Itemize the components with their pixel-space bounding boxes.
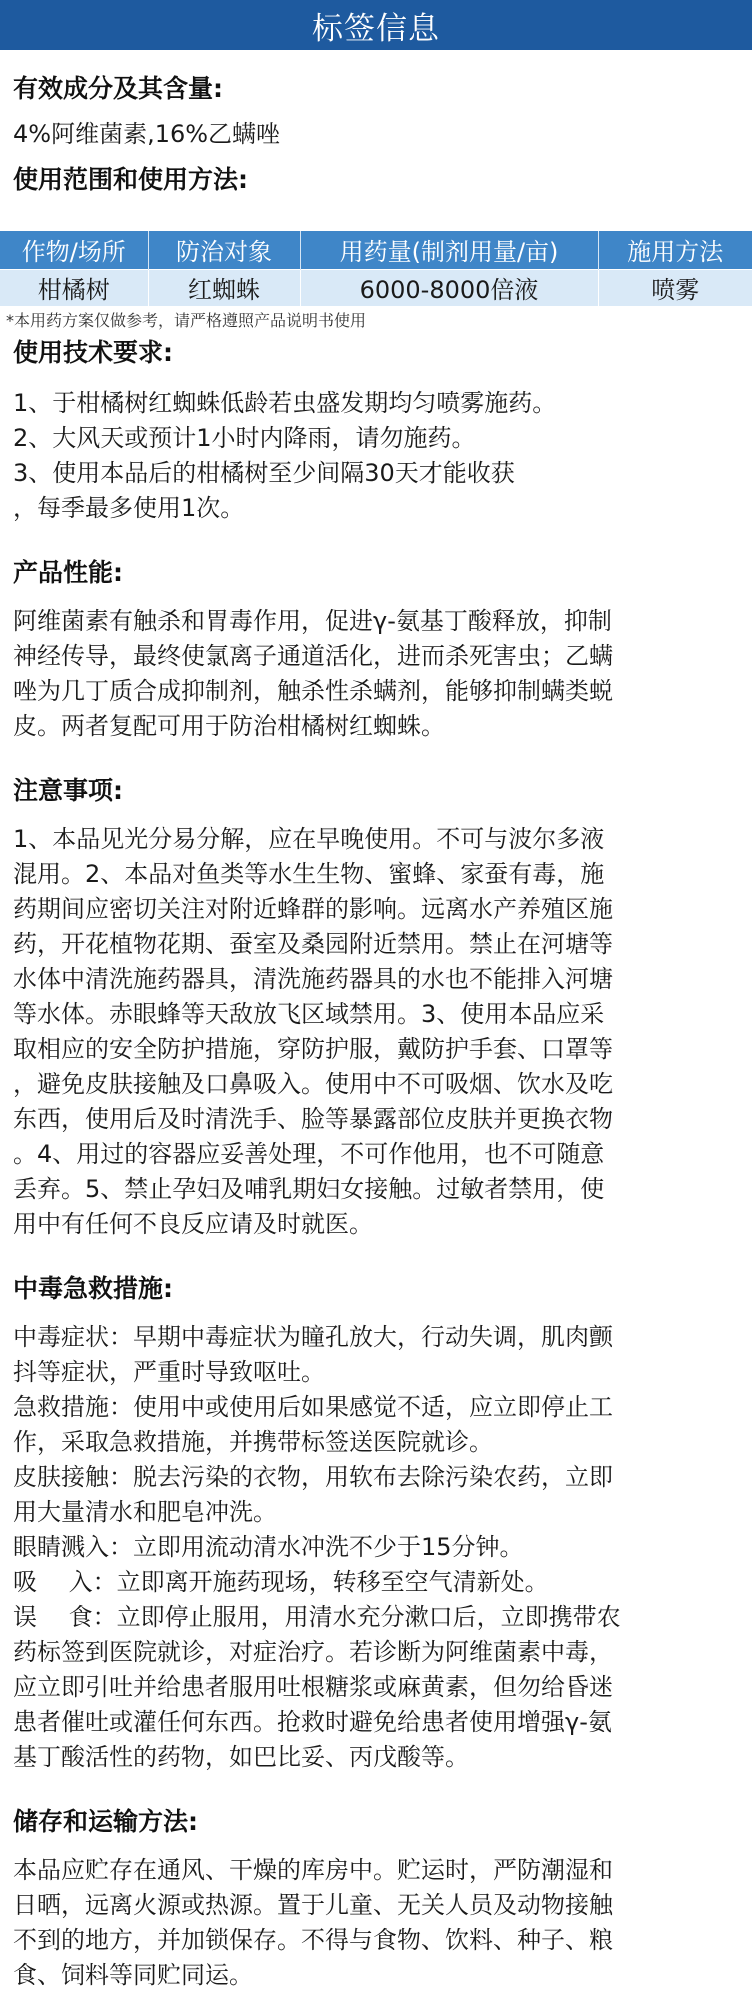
performance-line: 阿维菌素有触杀和胃毒作用，促进γ-氨基丁酸释放，抑制 xyxy=(13,607,612,635)
firstaid-line: 药标签到医院就诊，对症治疗。若诊断为阿维菌素中毒， xyxy=(13,1638,613,1666)
table-cell: 柑橘树 xyxy=(0,269,148,306)
cautions-line: ，避免皮肤接触及口鼻吸入。使用中不可吸烟、饮水及吃 xyxy=(13,1070,613,1098)
firstaid-line: 吸 入：立即离开施药现场，转移至空气清新处。 xyxy=(13,1568,549,1596)
ingredients-heading: 有效成分及其含量: xyxy=(13,74,223,103)
cautions-line: 丢弃。5、禁止孕妇及哺乳期妇女接触。过敏者禁用，使 xyxy=(13,1175,605,1203)
storage-line: 日晒，远离火源或热源。置于儿童、无关人员及动物接触 xyxy=(13,1891,613,1919)
table-cell: 6000-8000倍液 xyxy=(300,269,598,306)
firstaid-line: 误 食：立即停止服用，用清水充分漱口后，立即携带农 xyxy=(13,1603,621,1631)
firstaid-heading: 中毒急救措施: xyxy=(13,1274,173,1303)
tech-heading: 使用技术要求: xyxy=(13,338,173,367)
firstaid-line: 中毒症状：早期中毒症状为瞳孔放大，行动失调，肌肉颤 xyxy=(13,1323,613,1351)
table-header-cell: 用药量(制剂用量/亩) xyxy=(300,231,598,269)
firstaid-line: 皮肤接触：脱去污染的衣物，用软布去除污染农药，立即 xyxy=(13,1463,613,1491)
cautions-line: 。4、用过的容器应妥善处理，不可作他用，也不可随意 xyxy=(13,1140,605,1168)
dosage-table xyxy=(0,231,752,306)
cautions-line: 东西，使用后及时清洗手、脸等暴露部位皮肤并更换衣物 xyxy=(13,1105,613,1133)
firstaid-line: 抖等症状，严重时导致呕吐。 xyxy=(13,1358,325,1386)
storage-body xyxy=(13,1853,739,1993)
tech-line: 1、于柑橘树红蜘蛛低龄若虫盛发期均匀喷雾施药。 xyxy=(13,389,557,417)
table-row xyxy=(0,269,752,306)
table-header-cell: 施用方法 xyxy=(598,231,752,269)
cautions-line: 取相应的安全防护措施，穿防护服，戴防护手套、口罩等 xyxy=(13,1035,613,1063)
table-note: *本用药方案仅做参考，请严格遵照产品说明书使用 xyxy=(6,311,367,330)
firstaid-line: 作，采取急救措施，并携带标签送医院就诊。 xyxy=(13,1428,493,1456)
table-header-row xyxy=(0,231,752,269)
storage-line: 食、饲料等同贮同运。 xyxy=(13,1961,253,1989)
performance-line: 唑为几丁质合成抑制剂，触杀性杀螨剂，能够抑制螨类蜕 xyxy=(13,677,613,705)
firstaid-line: 急救措施：使用中或使用后如果感觉不适，应立即停止工 xyxy=(13,1393,613,1421)
cautions-body xyxy=(13,822,739,1242)
cautions-line: 1、本品见光分易分解，应在早晚使用。不可与波尔多液 xyxy=(13,825,605,853)
firstaid-line: 基丁酸活性的药物，如巴比妥、丙戊酸等。 xyxy=(13,1743,469,1771)
performance-body xyxy=(13,604,739,744)
firstaid-line: 应立即引吐并给患者服用吐根糖浆或麻黄素，但勿给昏迷 xyxy=(13,1673,613,1701)
page-title: 标签信息 xyxy=(312,10,440,47)
tech-line: 2、大风天或预计1小时内降雨，请勿施药。 xyxy=(13,424,476,452)
storage-line: 不到的地方，并加锁保存。不得与食物、饮料、种子、粮 xyxy=(13,1926,613,1954)
tech-body xyxy=(13,386,739,526)
cautions-heading: 注意事项: xyxy=(13,776,123,805)
cautions-line: 药期间应密切关注对附近蜂群的影响。远离水产养殖区施 xyxy=(13,895,613,923)
firstaid-line: 用大量清水和肥皂冲洗。 xyxy=(13,1498,277,1526)
tech-line: 3、使用本品后的柑橘树至少间隔30天才能收获 xyxy=(13,459,515,487)
firstaid-line: 患者催吐或灌任何东西。抢救时避免给患者使用增强γ-氨 xyxy=(13,1708,612,1736)
page-header xyxy=(0,0,752,50)
table-cell: 喷雾 xyxy=(598,269,752,306)
label-content-body xyxy=(0,336,752,1993)
storage-heading: 储存和运输方法: xyxy=(13,1807,198,1836)
firstaid-line: 眼睛溅入：立即用流动清水冲洗不少于15分钟。 xyxy=(13,1533,524,1561)
cautions-line: 混用。2、本品对鱼类等水生生物、蜜蜂、家蚕有毒，施 xyxy=(13,860,605,888)
storage-line: 本品应贮存在通风、干燥的库房中。贮运时，严防潮湿和 xyxy=(13,1856,613,1884)
performance-line: 神经传导，最终使氯离子通道活化，进而杀死害虫；乙螨 xyxy=(13,642,613,670)
table-header-cell: 作物/场所 xyxy=(0,231,148,269)
firstaid-body xyxy=(13,1320,739,1775)
cautions-line: 水体中清洗施药器具，清洗施药器具的水也不能排入河塘 xyxy=(13,965,613,993)
cautions-line: 药，开花植物花期、蚕室及桑园附近禁用。禁止在河塘等 xyxy=(13,930,613,958)
table-header-cell: 防治对象 xyxy=(148,231,300,269)
cautions-line: 等水体。赤眼蜂等天敌放飞区域禁用。3、使用本品应采 xyxy=(13,1000,605,1028)
performance-line: 皮。两者复配可用于防治柑橘树红蜘蛛。 xyxy=(13,712,445,740)
performance-heading: 产品性能: xyxy=(13,558,123,587)
table-cell: 红蜘蛛 xyxy=(148,269,300,306)
ingredients-text: 4%阿维菌素,16%乙螨唑 xyxy=(13,120,281,148)
cautions-line: 用中有任何不良反应请及时就医。 xyxy=(13,1210,373,1238)
usage-heading: 使用范围和使用方法: xyxy=(13,165,248,194)
label-content xyxy=(0,72,752,197)
tech-line: ，每季最多使用1次。 xyxy=(13,494,245,522)
